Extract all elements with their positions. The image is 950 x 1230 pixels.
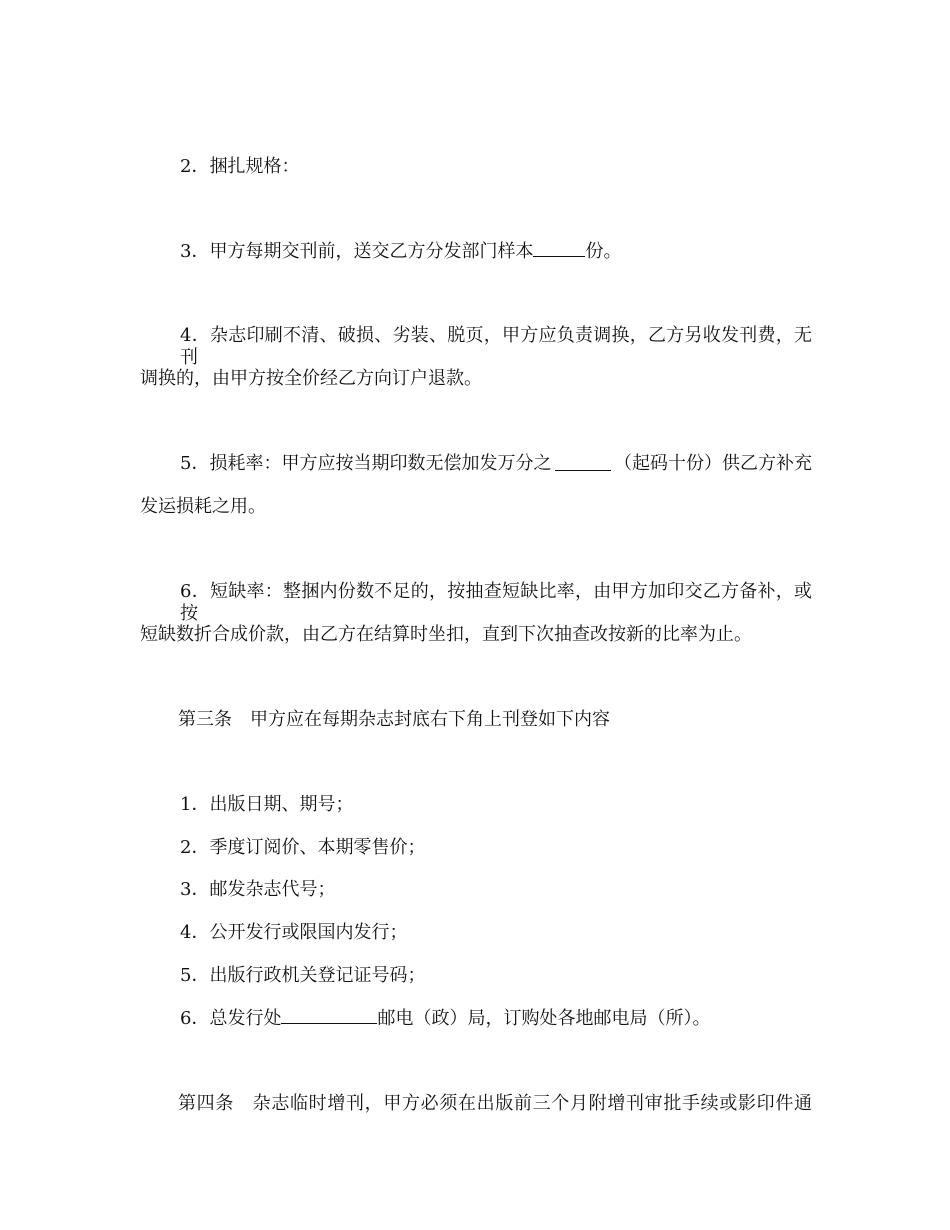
clause-4-line-2: 调换的，由甲方按全价经乙方向订户退款。 bbox=[140, 368, 482, 389]
clause-2-binding-spec: 2．捆扎规格： bbox=[180, 156, 300, 177]
clause-text: 3．甲方每期交刊前，送交乙方分发部门样本 bbox=[180, 241, 534, 262]
clause-4-line-1: 4．杂志印刷不清、破损、劣装、脱页，甲方应负责调换，乙方另收发刊费，无刊 bbox=[180, 325, 812, 368]
article-3-item-1: 1．出版日期、期号； bbox=[180, 794, 354, 815]
clause-text: （起码十份）供乙方补充 bbox=[613, 453, 812, 474]
clause-text: 5．损耗率：甲方应按当期印数无偿加发万分之 bbox=[180, 453, 552, 474]
clause-3-samples bbox=[180, 241, 621, 263]
fill-blank bbox=[281, 1008, 377, 1024]
article-3-item-3: 3．邮发杂志代号； bbox=[180, 879, 336, 900]
article-3-item-4: 4．公开发行或限国内发行； bbox=[180, 922, 408, 943]
article-4-line-1: 第四条 杂志临时增刊，甲方必须在出版前三个月附增刊审批手续或影印件通 bbox=[178, 1093, 812, 1114]
clause-6-line-2: 短缺数折合成价款，由乙方在结算时坐扣，直到下次抽查改按新的比率为止。 bbox=[140, 624, 752, 645]
clause-6-line-1: 6．短缺率：整捆内份数不足的，按抽查短缺比率，由甲方加印交乙方备补，或按 bbox=[180, 581, 812, 624]
clause-text: 6．总发行处 bbox=[180, 1008, 282, 1029]
article-3-item-2: 2．季度订阅价、本期零售价； bbox=[180, 837, 426, 858]
clause-text: 份。 bbox=[585, 241, 622, 262]
fill-blank bbox=[533, 241, 585, 257]
clause-text: 邮电（政）局，订购处各地邮电局（所）。 bbox=[377, 1008, 711, 1029]
clause-5-line-2: 发运损耗之用。 bbox=[140, 496, 266, 517]
article-3-heading: 第三条 甲方应在每期杂志封底右下角上刊登如下内容 bbox=[178, 709, 610, 730]
article-3-item-5: 5．出版行政机关登记证号码； bbox=[180, 965, 426, 986]
fill-blank bbox=[555, 455, 611, 471]
article-3-item-6 bbox=[180, 1008, 710, 1030]
clause-5-line-1 bbox=[180, 453, 812, 475]
